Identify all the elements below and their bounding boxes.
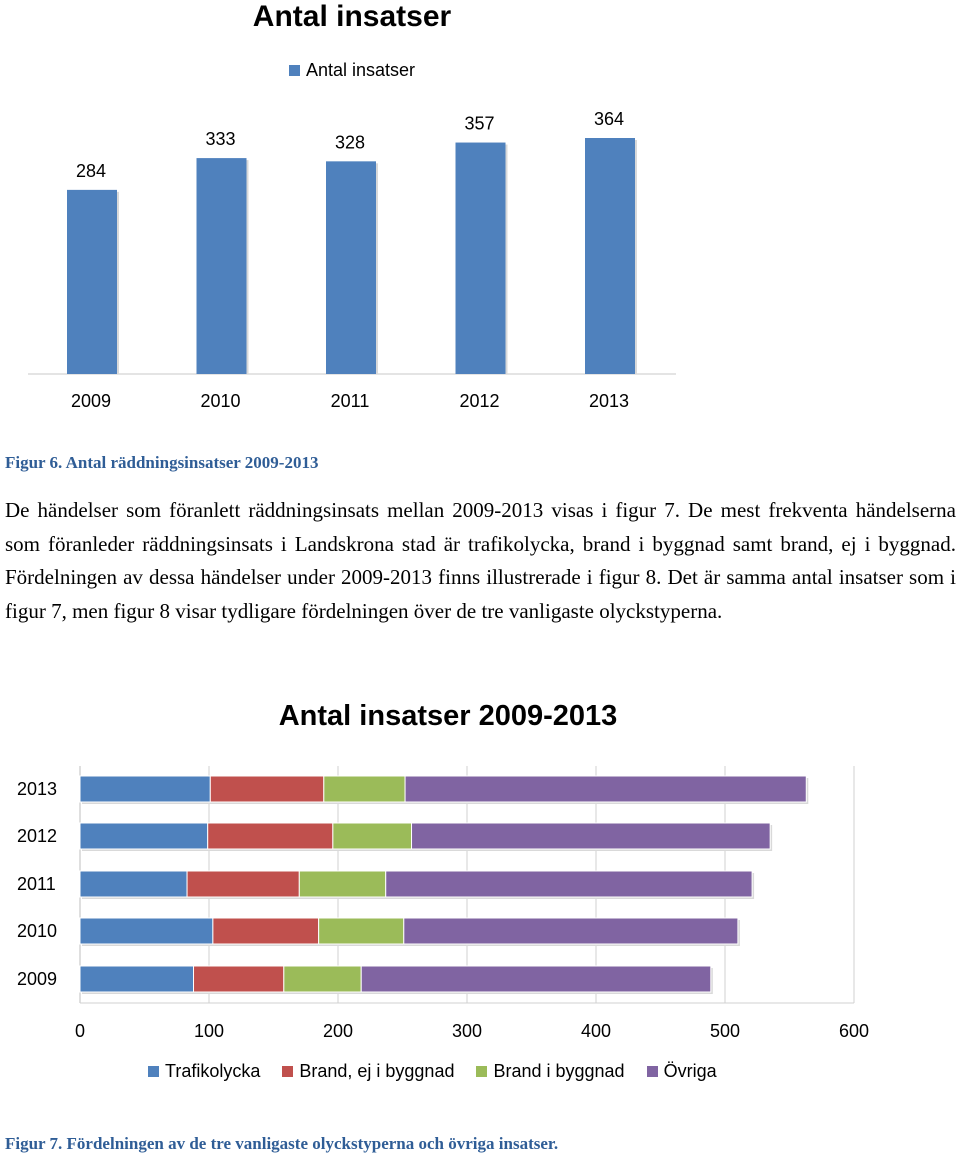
data-label-2013: 364 [593,109,625,129]
data-label-2010: 333 [205,129,236,150]
legend-label-antal-insatser: Antal insatser [306,60,416,80]
x-tick-label-300: 300 [451,1021,483,1041]
bar-segment-2011-3 [386,871,752,897]
figure7-caption: Figur 7. Fördelningen av de tre vanligaste olyckstyperna och övriga insatser. [5,1134,559,1153]
bar-segment-2009-1 [194,966,284,992]
data-label-2009: 284 [75,160,107,181]
y-tick-label-2009: 2009 [17,969,58,989]
x-tick-label-400: 400 [580,1021,612,1041]
figure6-caption: Figur 6. Antal räddningsinsatser 2009-2013 [5,453,319,472]
x-tick-label-600: 600 [838,1021,870,1041]
bar-segment-2012-1 [208,823,333,849]
legend-swatch [282,1066,293,1077]
figure7-legend [148,1061,739,1082]
bar-segment-2011-0 [80,871,187,897]
bar-segment-2013-1 [210,776,324,802]
bar-segment-2009-0 [80,966,194,992]
bar-segment-2012-0 [80,823,208,849]
legend-entry-ovriga [647,1061,717,1082]
bar-segment-2010-3 [404,918,738,944]
bar-segment-2013-2 [324,776,405,802]
bar-segment-2010-2 [319,918,404,944]
legend-swatch [476,1066,487,1077]
bar-segment-2009-3 [361,966,711,992]
x-tick-label-2013: 2013 [588,391,630,411]
legend-swatch [647,1066,658,1077]
legend-label: Brand, ej i byggnad [299,1061,455,1081]
x-tick-label-2009: 2009 [70,391,112,411]
legend-swatch [148,1066,159,1077]
bar-segment-2010-0 [80,918,213,944]
x-tick-label-2010: 2010 [200,391,241,411]
data-label-2011: 328 [334,132,366,153]
y-tick-label-2012: 2012 [17,826,58,846]
legend-entry-trafikolycka [148,1061,260,1082]
bar-segment-2012-2 [333,823,412,849]
figure6-title: Antal insatser [252,0,452,33]
x-tick-label-0: 0 [74,1021,86,1041]
bar-segment-2012-3 [412,823,771,849]
legend-label: Brand i byggnad [493,1061,625,1081]
bar-segment-2011-1 [187,871,299,897]
bar-segment-2013-0 [80,776,210,802]
bar-segment-2009-2 [284,966,361,992]
y-tick-label-2011: 2011 [17,874,56,894]
legend-label: Övriga [663,1061,717,1081]
x-tick-label-200: 200 [322,1021,354,1041]
figure7-title: Antal insatser 2009-2013 [278,700,618,732]
x-tick-label-2012: 2012 [459,391,500,411]
x-tick-label-2011: 2011 [330,391,370,411]
y-tick-label-2010: 2010 [17,921,58,941]
y-tick-label-2013: 2013 [17,779,58,799]
data-label-2012: 357 [464,113,495,134]
bar-segment-2013-3 [405,776,806,802]
bar-segment-2010-1 [213,918,319,944]
legend-entry-brand-i-byggnad [476,1061,624,1082]
x-tick-label-500: 500 [709,1021,741,1041]
x-tick-label-100: 100 [193,1021,225,1041]
body-paragraph: De händelser som föranlett räddningsinsats mellan 2009-2013 visas i figur 7. De mest frekventa händelserna som föranleder räddningsinsats i Landskrona stad är trafikolycka, brand i byggnad samt brand, ej i byggnad. Fördelningen av dessa händelser under 2009-2013 finns illustrerade i figur 8. Det är samma antal insatser som i figur 7, men figur 8 visar tydligare fördelningen över de tre vanligaste olyckstyperna. [5,498,956,623]
legend-label: Trafikolycka [165,1061,261,1081]
bar-segment-2011-2 [299,871,385,897]
legend-entry-brand-ej-i-byggnad [282,1061,454,1082]
